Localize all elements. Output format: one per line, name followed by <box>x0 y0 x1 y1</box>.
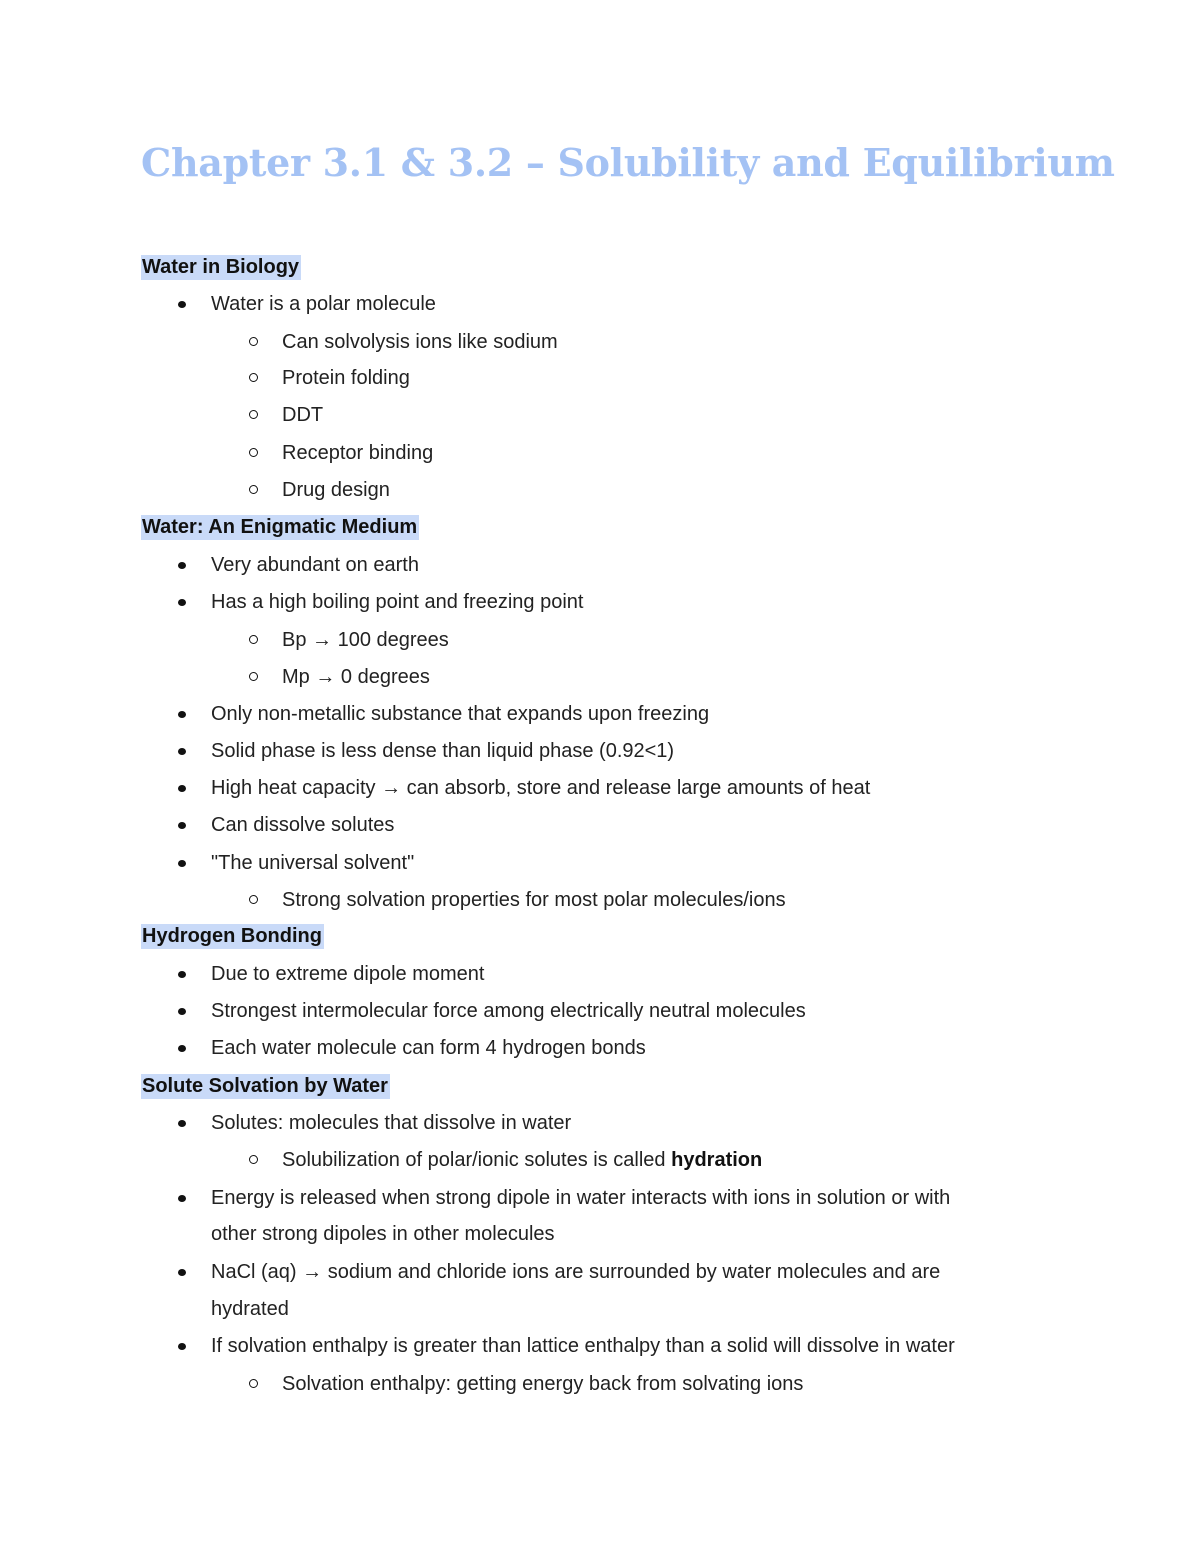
sub-list-item <box>282 476 390 504</box>
bullet-disc-icon <box>178 748 186 755</box>
bold-term: hydration <box>671 1149 763 1171</box>
list-item-text: Strongest intermolecular force among electrically neutral molecules <box>211 1000 806 1022</box>
list-item <box>211 1332 955 1360</box>
bullet-circle-icon <box>249 895 258 904</box>
list-item <box>211 551 419 579</box>
list-item-text: NaCl (aq) → sodium and chloride ions are surrounded by water molecules and are <box>211 1261 941 1283</box>
list-item <box>211 1258 940 1286</box>
list-item-text: hydrated <box>211 1298 289 1320</box>
list-item-text: Has a high boiling point and freezing point <box>211 591 584 613</box>
sub-list-item <box>282 663 430 691</box>
list-item <box>211 960 484 988</box>
list-item-text: High heat capacity → can absorb, store and release large amounts of heat <box>211 777 871 799</box>
list-item-text: Due to extreme dipole moment <box>211 963 485 985</box>
list-item <box>211 700 709 728</box>
bullet-circle-icon <box>249 448 258 457</box>
list-item <box>211 737 674 765</box>
list-item <box>211 849 414 877</box>
bullet-disc-icon <box>178 301 186 308</box>
sub-list-item-text: Receptor binding <box>282 442 434 464</box>
section-heading-label: Water in Biology <box>142 256 300 278</box>
bullet-disc-icon <box>178 860 186 867</box>
list-item-continuation <box>211 1295 289 1323</box>
sub-list-item-text: Drug design <box>282 479 390 501</box>
bullet-circle-icon <box>249 1379 258 1388</box>
sub-list-item <box>282 401 323 429</box>
bullet-circle-icon <box>249 373 258 382</box>
bullet-disc-icon <box>178 711 186 718</box>
list-item <box>211 811 394 839</box>
list-item <box>211 1034 646 1062</box>
bullet-disc-icon <box>178 822 186 829</box>
bullet-circle-icon <box>249 410 258 419</box>
section-heading-label: Water: An Enigmatic Medium <box>142 516 418 538</box>
list-item-text: If solvation enthalpy is greater than lattice enthalpy than a solid will dissolve in water <box>211 1335 955 1357</box>
bullet-disc-icon <box>178 1045 186 1052</box>
list-item <box>211 774 870 802</box>
list-item <box>211 1109 571 1137</box>
list-item-text: Very abundant on earth <box>211 554 419 576</box>
bullet-disc-icon <box>178 1120 186 1127</box>
list-item <box>211 1184 950 1212</box>
section-heading-enigmatic-medium <box>141 513 419 541</box>
list-item <box>211 290 436 318</box>
bullet-disc-icon <box>178 1343 186 1350</box>
sub-list-item-text: Strong solvation properties for most polar molecules/ions <box>282 889 786 911</box>
list-item-text: Only non-metallic substance that expands upon freezing <box>211 703 710 725</box>
list-item <box>211 997 806 1025</box>
sub-list-item <box>282 328 558 356</box>
sub-list-item <box>282 364 410 392</box>
list-item-text: Water is a polar molecule <box>211 293 436 315</box>
bullet-disc-icon <box>178 785 186 792</box>
bullet-disc-icon <box>178 1269 186 1276</box>
sub-list-item-text: Mp → 0 degrees <box>282 666 430 688</box>
bullet-circle-icon <box>249 485 258 494</box>
sub-list-item <box>282 626 449 654</box>
list-item-text: other strong dipoles in other molecules <box>211 1223 555 1245</box>
sub-list-item-text: Protein folding <box>282 367 410 389</box>
list-item <box>211 588 583 616</box>
sub-list-item-text: Solvation enthalpy: getting energy back from solvating ions <box>282 1373 804 1395</box>
list-item-text: Can dissolve solutes <box>211 814 395 836</box>
section-heading-label: Solute Solvation by Water <box>142 1075 388 1097</box>
sub-list-item <box>282 886 786 914</box>
sub-list-item <box>282 439 433 467</box>
bullet-disc-icon <box>178 1008 186 1015</box>
section-heading-label: Hydrogen Bonding <box>142 925 322 947</box>
bullet-circle-icon <box>249 635 258 644</box>
sub-list-item <box>282 1370 803 1398</box>
list-item-text: "The universal solvent" <box>211 852 415 874</box>
list-item-text: Energy is released when strong dipole in water interacts with ions in solution or with <box>211 1187 951 1209</box>
bullet-disc-icon <box>178 562 186 569</box>
bullet-disc-icon <box>178 599 186 606</box>
section-heading-water-in-biology <box>141 253 301 281</box>
bullet-circle-icon <box>249 672 258 681</box>
bullet-circle-icon <box>249 1155 258 1164</box>
sub-list-item-text: Bp → 100 degrees <box>282 629 449 651</box>
sub-list-item-text: Solubilization of polar/ionic solutes is called <box>282 1149 672 1171</box>
list-item-continuation <box>211 1220 555 1248</box>
section-heading-solute-solvation <box>141 1072 390 1100</box>
bullet-disc-icon <box>178 971 186 978</box>
list-item-text: Solutes: molecules that dissolve in water <box>211 1112 572 1134</box>
sub-list-item <box>282 1146 762 1174</box>
bullet-circle-icon <box>249 337 258 346</box>
sub-list-item-text: DDT <box>282 404 324 426</box>
section-heading-hydrogen-bonding <box>141 922 324 950</box>
list-item-text: Each water molecule can form 4 hydrogen bonds <box>211 1037 646 1059</box>
sub-list-item-text: Can solvolysis ions like sodium <box>282 331 558 353</box>
list-item-text: Solid phase is less dense than liquid phase (0.92<1) <box>211 740 675 762</box>
bullet-disc-icon <box>178 1195 186 1202</box>
page-title: Chapter 3.1 & 3.2 – Solubility and Equilibrium <box>141 140 1115 185</box>
